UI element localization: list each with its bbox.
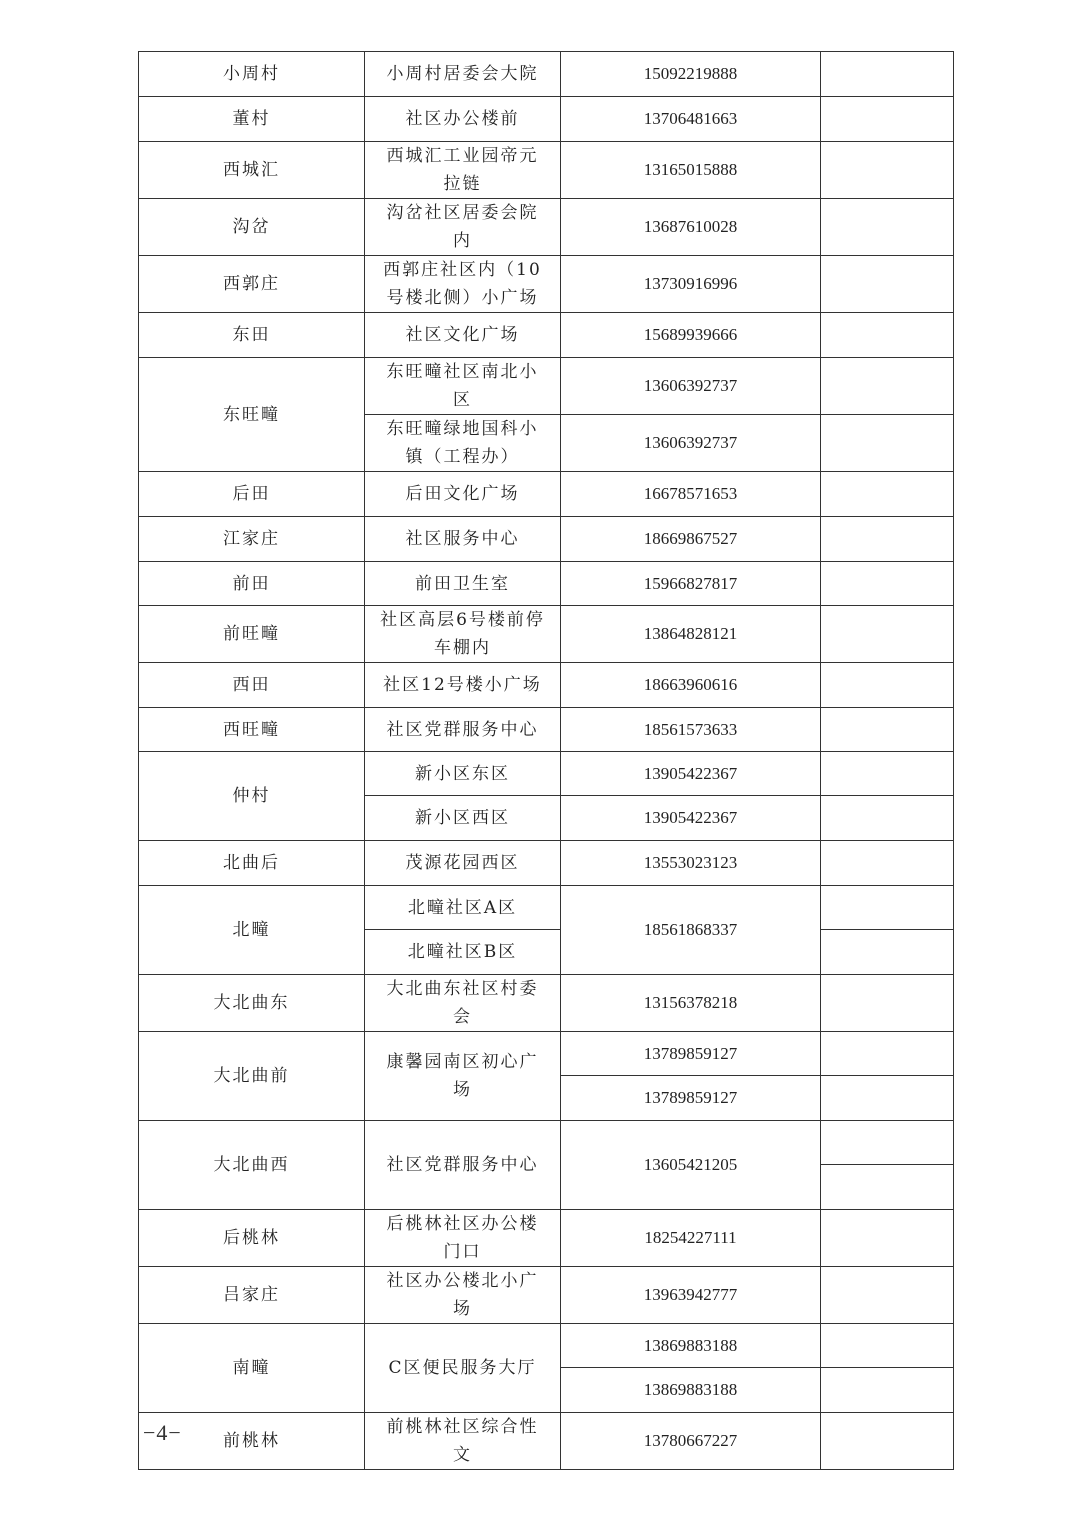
village-name: 董村	[139, 97, 365, 142]
table-row	[139, 52, 954, 97]
location: 小周村居委会大院	[365, 52, 561, 97]
blank-cell	[821, 1121, 954, 1165]
village-name: 北曲后	[139, 841, 365, 886]
village-name: 前桃林	[139, 1413, 365, 1470]
phone: 13905422367	[561, 796, 821, 841]
location: 北疃社区B区	[365, 930, 561, 975]
phone: 15966827817	[561, 562, 821, 606]
blank-cell	[821, 1368, 954, 1413]
phone: 13730916996	[561, 256, 821, 313]
table-row	[139, 1324, 954, 1368]
location: 康馨园南区初心广场	[365, 1032, 561, 1121]
village-name: 前田	[139, 562, 365, 606]
village-name: 西郭庄	[139, 256, 365, 313]
table-row	[139, 708, 954, 752]
table-row	[139, 1210, 954, 1267]
blank-cell	[821, 841, 954, 886]
table-row	[139, 562, 954, 606]
phone: 15092219888	[561, 52, 821, 97]
location: 西城汇工业园帝元拉链	[365, 142, 561, 199]
table-row	[139, 975, 954, 1032]
phone: 18561573633	[561, 708, 821, 752]
blank-cell	[821, 1267, 954, 1324]
location: 新小区东区	[365, 752, 561, 796]
phone: 13869883188	[561, 1368, 821, 1413]
location: 社区服务中心	[365, 517, 561, 562]
blank-cell	[821, 415, 954, 472]
blank-cell	[821, 1165, 954, 1210]
table-row	[139, 517, 954, 562]
village-name: 西旺疃	[139, 708, 365, 752]
village-name: 东田	[139, 313, 365, 358]
phone: 18254227111	[561, 1210, 821, 1267]
blank-cell	[821, 97, 954, 142]
blank-cell	[821, 1413, 954, 1470]
village-name: 大北曲东	[139, 975, 365, 1032]
blank-cell	[821, 472, 954, 517]
table-row	[139, 142, 954, 199]
village-name: 北疃	[139, 886, 365, 975]
location: 北疃社区A区	[365, 886, 561, 930]
village-name: 吕家庄	[139, 1267, 365, 1324]
village-name: 仲村	[139, 752, 365, 841]
phone: 13789859127	[561, 1032, 821, 1076]
location: 社区办公楼北小广场	[365, 1267, 561, 1324]
village-name: 沟岔	[139, 199, 365, 256]
location: 后田文化广场	[365, 472, 561, 517]
site-contact-table	[138, 51, 954, 1470]
location: 前桃林社区综合性文	[365, 1413, 561, 1470]
page-number: −4−	[143, 1420, 182, 1445]
phone: 13606392737	[561, 415, 821, 472]
blank-cell	[821, 517, 954, 562]
location: 东旺疃社区南北小区	[365, 358, 561, 415]
phone: 13864828121	[561, 606, 821, 663]
location: 大北曲东社区村委会	[365, 975, 561, 1032]
blank-cell	[821, 1076, 954, 1121]
blank-cell	[821, 886, 954, 930]
table-row	[139, 256, 954, 313]
table-row	[139, 752, 954, 796]
location: 社区办公楼前	[365, 97, 561, 142]
phone: 13605421205	[561, 1121, 821, 1210]
village-name: 小周村	[139, 52, 365, 97]
location: 社区党群服务中心	[365, 708, 561, 752]
table-row	[139, 358, 954, 415]
location: 社区党群服务中心	[365, 1121, 561, 1210]
table-row	[139, 1121, 954, 1165]
phone: 18669867527	[561, 517, 821, 562]
blank-cell	[821, 1210, 954, 1267]
phone: 18561868337	[561, 886, 821, 975]
village-name: 西城汇	[139, 142, 365, 199]
blank-cell	[821, 975, 954, 1032]
location: C区便民服务大厅	[365, 1324, 561, 1413]
blank-cell	[821, 663, 954, 708]
table-row	[139, 97, 954, 142]
location: 东旺疃绿地国科小镇（工程办）	[365, 415, 561, 472]
village-name: 西田	[139, 663, 365, 708]
village-name: 江家庄	[139, 517, 365, 562]
blank-cell	[821, 606, 954, 663]
phone: 18663960616	[561, 663, 821, 708]
blank-cell	[821, 1324, 954, 1368]
table-row	[139, 606, 954, 663]
blank-cell	[821, 313, 954, 358]
blank-cell	[821, 796, 954, 841]
location: 茂源花园西区	[365, 841, 561, 886]
location: 后桃林社区办公楼门口	[365, 1210, 561, 1267]
phone: 13789859127	[561, 1076, 821, 1121]
phone: 13165015888	[561, 142, 821, 199]
blank-cell	[821, 358, 954, 415]
phone: 13606392737	[561, 358, 821, 415]
table-row	[139, 199, 954, 256]
village-name: 大北曲西	[139, 1121, 365, 1210]
blank-cell	[821, 142, 954, 199]
phone: 13706481663	[561, 97, 821, 142]
location: 前田卫生室	[365, 562, 561, 606]
village-name: 后桃林	[139, 1210, 365, 1267]
location: 社区高层6号楼前停车棚内	[365, 606, 561, 663]
blank-cell	[821, 52, 954, 97]
table-row	[139, 1413, 954, 1470]
village-name: 东旺疃	[139, 358, 365, 472]
village-name: 前旺疃	[139, 606, 365, 663]
phone: 13780667227	[561, 1413, 821, 1470]
village-name: 大北曲前	[139, 1032, 365, 1121]
table-row	[139, 472, 954, 517]
phone: 13869883188	[561, 1324, 821, 1368]
blank-cell	[821, 752, 954, 796]
phone: 15689939666	[561, 313, 821, 358]
phone: 13687610028	[561, 199, 821, 256]
location: 沟岔社区居委会院内	[365, 199, 561, 256]
location: 新小区西区	[365, 796, 561, 841]
location: 西郭庄社区内（10号楼北侧）小广场	[365, 256, 561, 313]
village-name: 后田	[139, 472, 365, 517]
phone: 13156378218	[561, 975, 821, 1032]
phone: 16678571653	[561, 472, 821, 517]
blank-cell	[821, 930, 954, 975]
table-row	[139, 313, 954, 358]
blank-cell	[821, 708, 954, 752]
blank-cell	[821, 199, 954, 256]
table-row	[139, 1267, 954, 1324]
blank-cell	[821, 256, 954, 313]
location: 社区文化广场	[365, 313, 561, 358]
table-row	[139, 1032, 954, 1076]
blank-cell	[821, 1032, 954, 1076]
table-row	[139, 886, 954, 930]
table-row	[139, 841, 954, 886]
table-row	[139, 663, 954, 708]
phone: 13553023123	[561, 841, 821, 886]
blank-cell	[821, 562, 954, 606]
location: 社区12号楼小广场	[365, 663, 561, 708]
phone: 13905422367	[561, 752, 821, 796]
village-name: 南疃	[139, 1324, 365, 1413]
phone: 13963942777	[561, 1267, 821, 1324]
